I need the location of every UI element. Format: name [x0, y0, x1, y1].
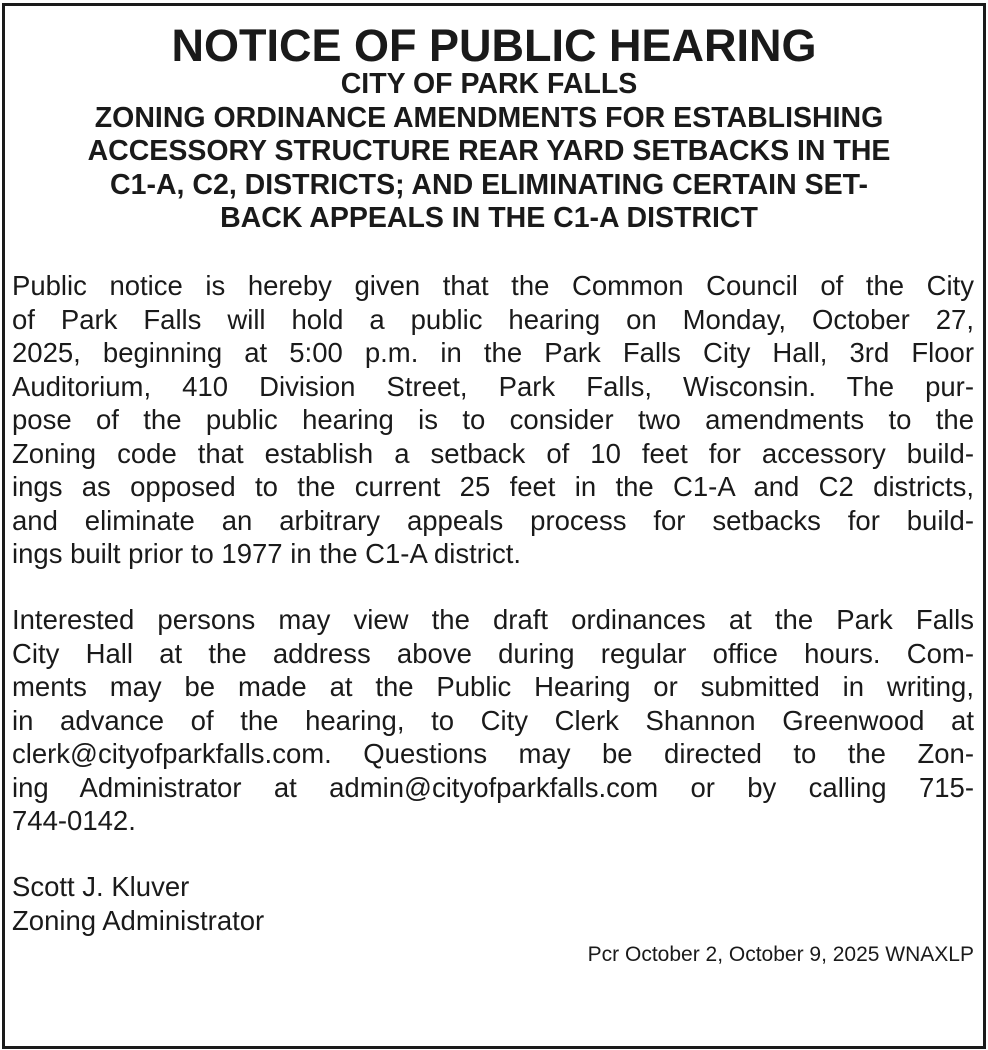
- paragraph-line: ing Administrator at admin@cityofparkfalls.com or by calling 715-: [12, 771, 974, 803]
- notice-paragraph-1: [12, 269, 974, 571]
- paragraph-line: Zoning code that establish a setback of 10 feet for accessory build-: [12, 437, 974, 469]
- signature-title: Zoning Administrator: [12, 904, 265, 936]
- subheading-line: BACK APPEALS IN THE C1-A DISTRICT: [220, 202, 758, 234]
- paragraph-line: and eliminate an arbitrary appeals process for setbacks for build-: [12, 504, 974, 536]
- subheading-line: CITY OF PARK FALLS: [340, 68, 638, 100]
- paragraph-line: of Park Falls will hold a public hearing on Monday, October 27,: [12, 303, 974, 335]
- paragraph-line: 744-0142.: [12, 805, 136, 836]
- signature-block: [12, 870, 264, 937]
- paragraph-line: in advance of the hearing, to City Clerk Shannon Greenwood at: [12, 704, 974, 736]
- paragraph-line: clerk@cityofparkfalls.com. Questions may be directed to the Zon-: [12, 738, 974, 769]
- paragraph-line: 2025, beginning at 5:00 p.m. in the Park Falls City Hall, 3rd Floor: [12, 337, 974, 368]
- paragraph-line: ings built prior to 1977 in the C1-A district.: [12, 538, 522, 569]
- paragraph-line: Auditorium, 410 Division Street, Park Falls, Wisconsin. The pur-: [12, 370, 974, 402]
- paragraph-line: ings as opposed to the current 25 feet in the C1-A and C2 districts,: [12, 471, 974, 502]
- publication-dates: Pcr October 2, October 9, 2025 WNAXLP: [587, 943, 974, 966]
- signature-name: Scott J. Kluver: [12, 871, 190, 902]
- paragraph-line: ments may be made at the Public Hearing or submitted in writing,: [12, 671, 974, 702]
- subheading-line: C1-A, C2, DISTRICTS; AND ELIMINATING CERTAIN SET-: [110, 168, 868, 201]
- notice-paragraph-2: [12, 603, 974, 838]
- notice-subheading: [12, 68, 966, 236]
- paragraph-line: City Hall at the address above during regular office hours. Com-: [12, 637, 974, 669]
- subheading-line: ACCESSORY STRUCTURE REAR YARD SETBACKS IN THE: [87, 135, 891, 167]
- paragraph-line: Interested persons may view the draft ordinances at the Park Falls: [12, 604, 974, 635]
- paragraph-line: pose of the public hearing is to consider two amendments to the: [12, 404, 974, 435]
- notice-title: NOTICE OF PUBLIC HEARING: [171, 20, 817, 71]
- paragraph-line: Public notice is hereby given that the Common Council of the City: [12, 270, 974, 301]
- subheading-line: ZONING ORDINANCE AMENDMENTS FOR ESTABLISHING: [94, 101, 884, 134]
